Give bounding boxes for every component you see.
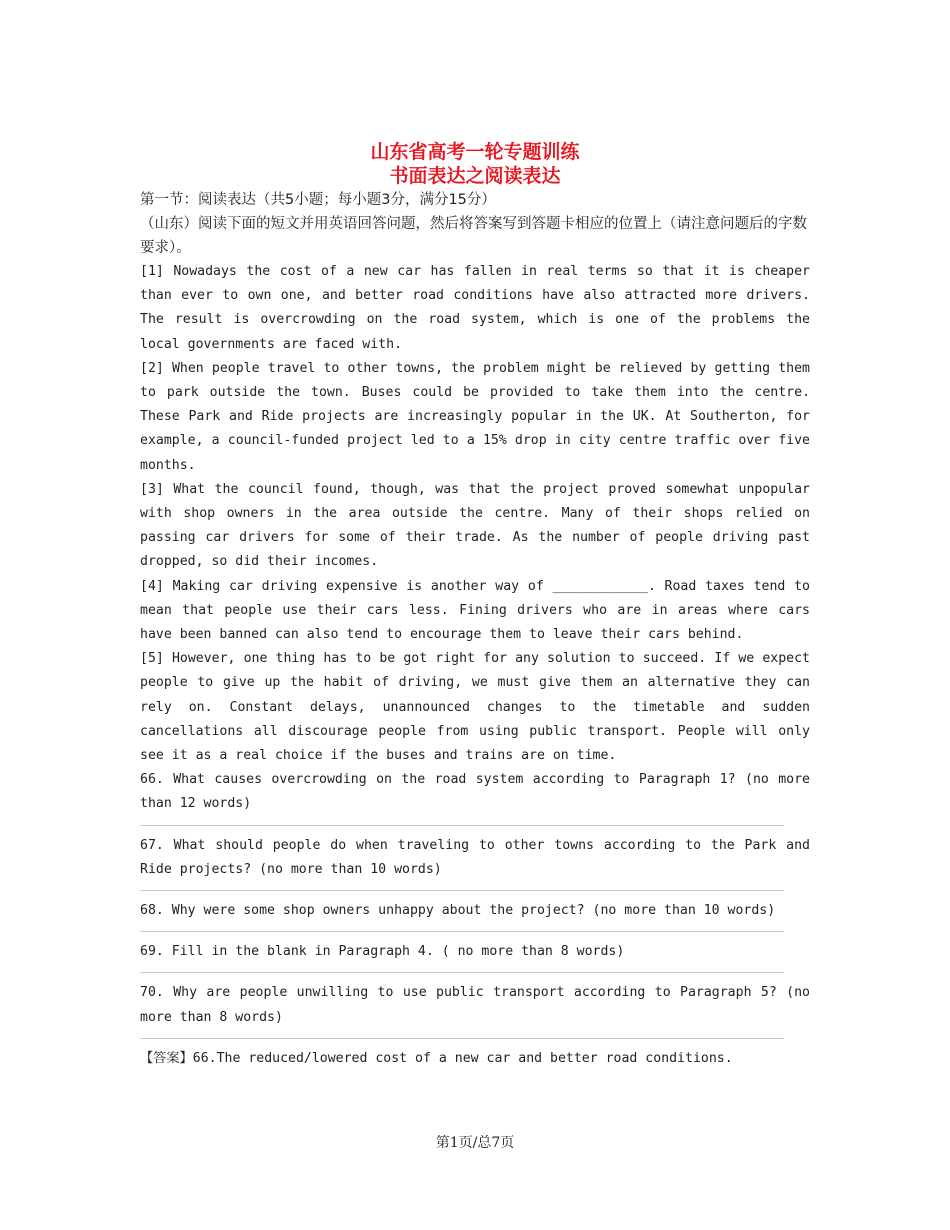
question-66: 66. What causes overcrowding on the road system according to Paragraph 1? (no more than 12 words) bbox=[140, 772, 810, 812]
title-line-1: 山东省高考一轮专题训练 bbox=[370, 141, 580, 163]
instruction-text: （山东）阅读下面的短文并用英语回答问题，然后将答案写到答题卡相应的位置上（请注意问题后的字数要求）。 bbox=[140, 216, 807, 256]
paragraph-4: [4] Making car driving expensive is another way of ____________. Road taxes tend to mean that people use their cars less. Fining drivers who are in areas where cars have been banned can also tend to encourage them to leave their cars behind. bbox=[140, 578, 810, 643]
question-67: 67. What should people do when traveling to other towns according to the Park and Ride projects? (no more than 10 words) bbox=[140, 837, 810, 877]
answer-block bbox=[140, 1047, 810, 1071]
question-69: 69. Fill in the blank in Paragraph 4. ( no more than 8 words) bbox=[140, 944, 625, 960]
title-line-2: 书面表达之阅读表达 bbox=[389, 165, 561, 187]
question-68: 68. Why were some shop owners unhappy about the project? (no more than 10 words) bbox=[140, 903, 776, 919]
question-70: 70. Why are people unwilling to use public transport according to Paragraph 5? (no more than 8 words) bbox=[140, 985, 810, 1025]
page-footer: 第1页/总7页 bbox=[435, 1135, 515, 1151]
answer-line-66 bbox=[140, 825, 784, 826]
section-heading: 第一节：阅读表达（共5小题；每小题3分，满分15分） bbox=[140, 192, 496, 208]
document-page bbox=[140, 140, 810, 1071]
answer-line-70 bbox=[140, 1038, 784, 1039]
answer-label: 【答案】 bbox=[140, 1050, 193, 1066]
answer-line-69 bbox=[140, 972, 784, 973]
paragraph-3: [3] What the council found, though, was that the project proved somewhat unpopular with shop owners in the area outside the centre. Many of their shops relied on passing car drivers for some of their trade. As the number of people driving past dropped, so did their incomes. bbox=[140, 481, 810, 570]
answer-text: 66.The reduced/lowered cost of a new car and better road conditions. bbox=[192, 1050, 733, 1066]
paragraph-1: [1] Nowadays the cost of a new car has fallen in real terms so that it is cheaper than ever to own one, and better road conditions have also attracted more drivers. The result is overcrowding on the road system, which is one of the problems the local governments are faced with. bbox=[140, 264, 810, 352]
paragraph-5: [5] However, one thing has to be got right for any solution to succeed. If we expect people to give up the habit of driving, we must give them an alternative they can rely on. Constant delays, unannounced changes to the timetable and sudden cancellations all discourage people from using public transport. People will only see it as a real choice if the buses and trains are on time. bbox=[140, 651, 810, 764]
answer-line-68 bbox=[140, 931, 784, 932]
answer-line-67 bbox=[140, 890, 784, 891]
paragraph-2: [2] When people travel to other towns, the problem might be relieved by getting them to park outside the town. Buses could be provided to take them into the centre. These Park and Ride projects are increasingly popular in the UK. At Southerton, for example, a council-funded project led to a 15% drop in city centre traffic over five months. bbox=[140, 360, 810, 473]
